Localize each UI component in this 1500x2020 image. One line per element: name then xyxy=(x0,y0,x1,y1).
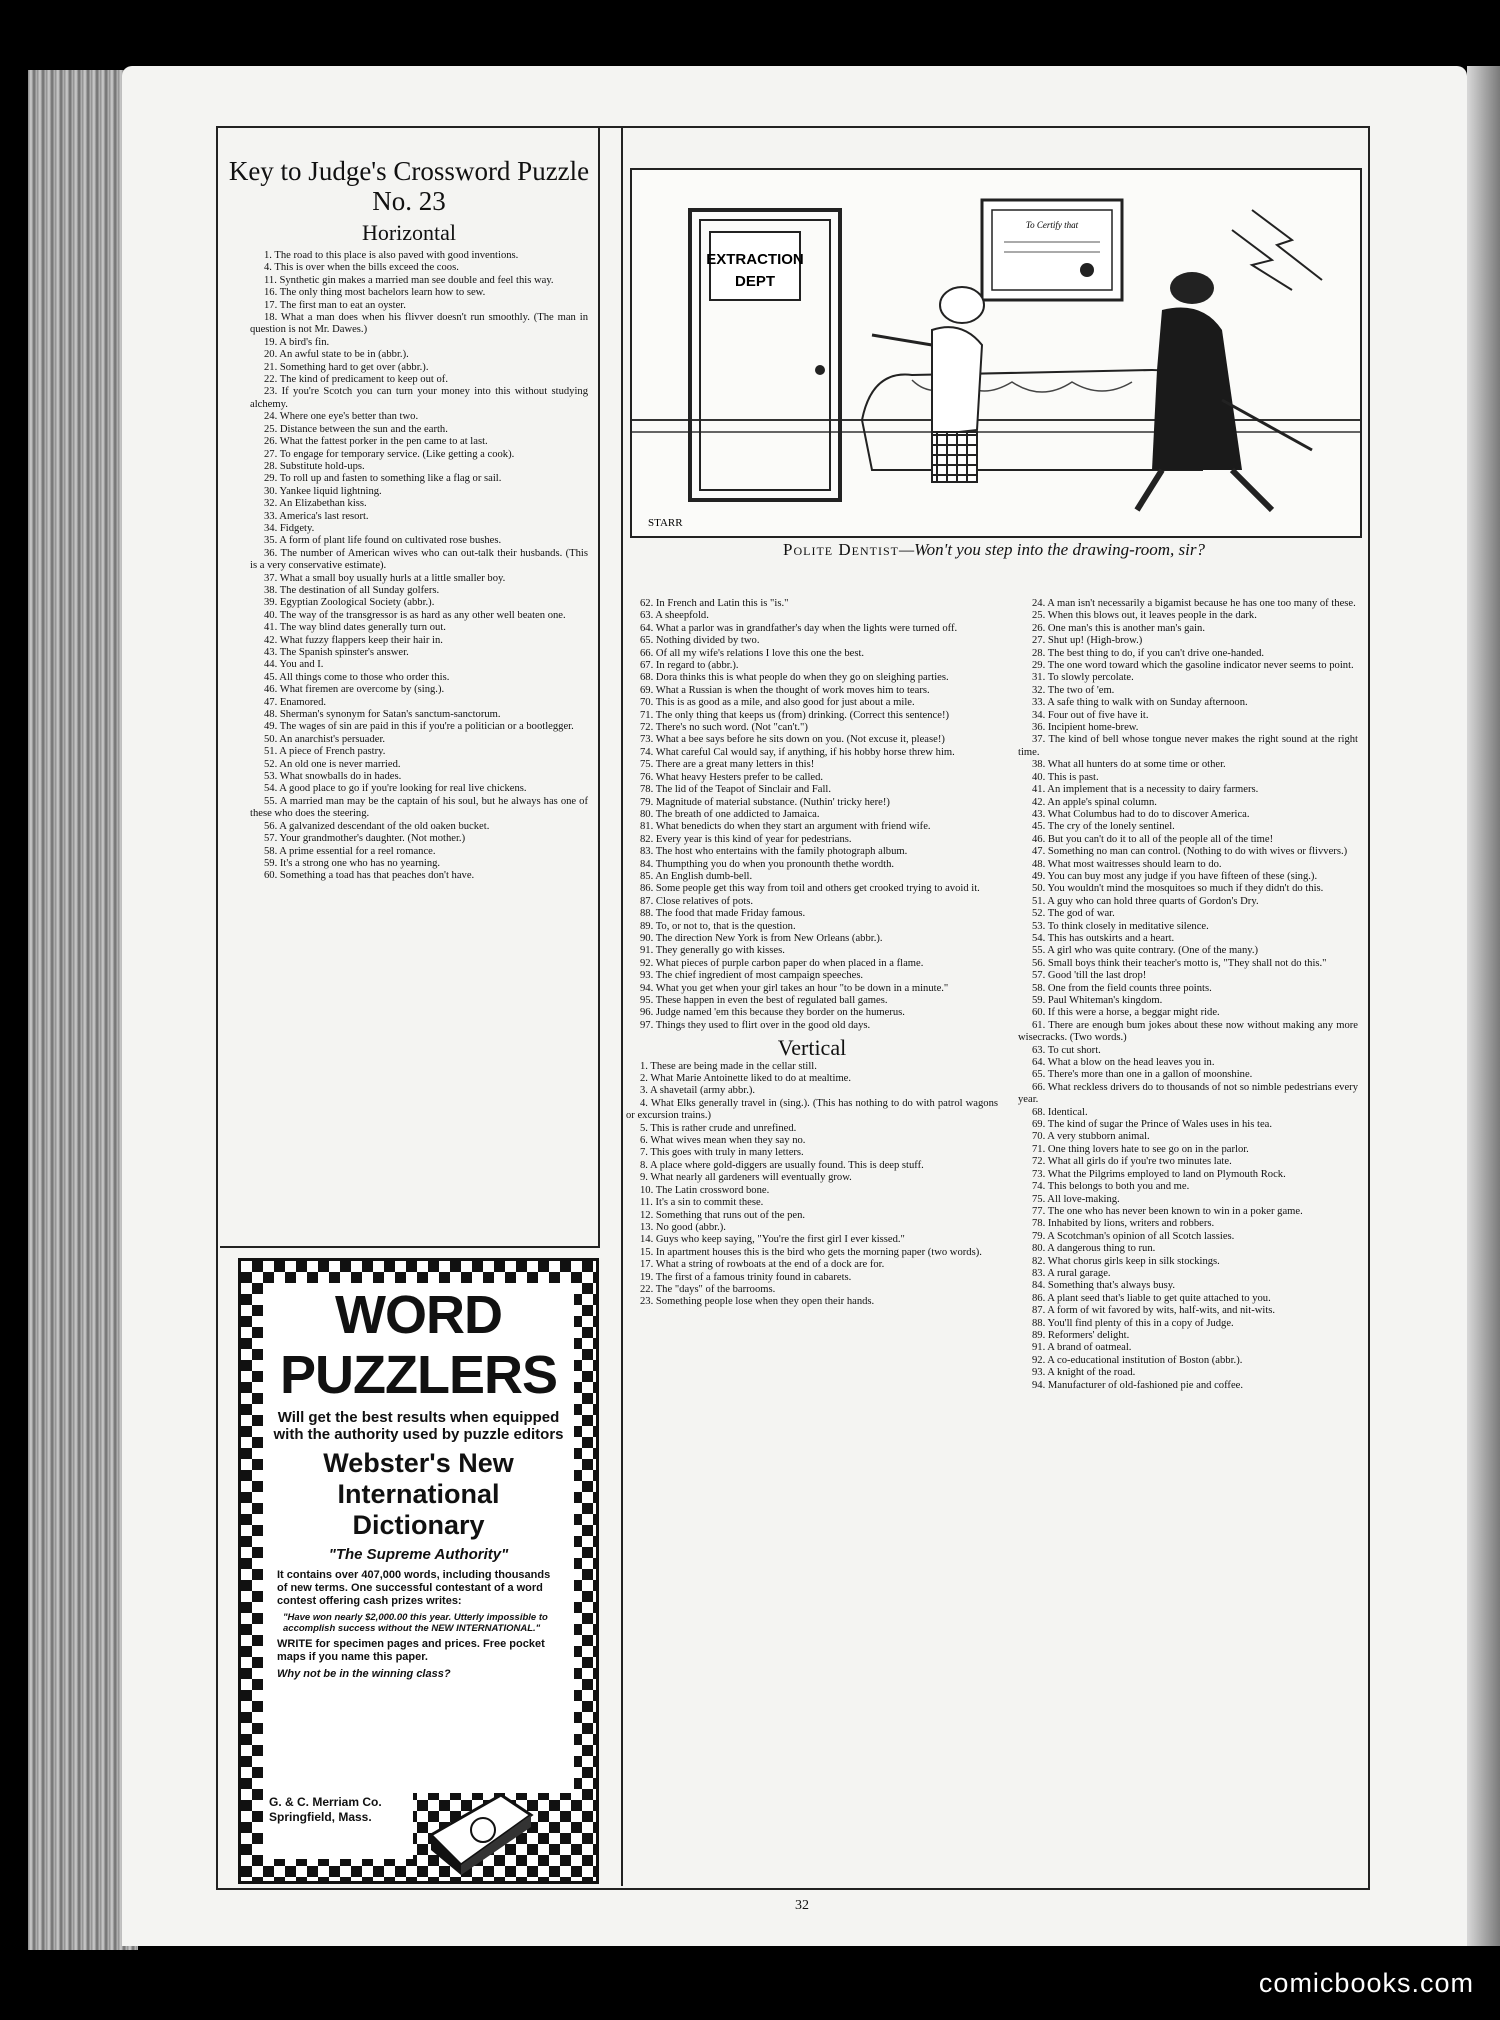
vertical-clue: 79. A Scotchman's opinion of all Scotch lassies. xyxy=(1032,1230,1235,1242)
vertical-clue: 78. Inhabited by lions, writers and robbers. xyxy=(1032,1218,1215,1230)
horizontal-clue: 60. Something a toad has that peaches don't have. xyxy=(264,870,475,882)
ad-company: G. & C. Merriam Co. xyxy=(269,1795,382,1809)
horizontal-clue: 76. What heavy Hesters prefer to be called. xyxy=(640,771,824,783)
artist-signature: STARR xyxy=(648,517,683,529)
vertical-clue: 38. What all hunters do at some time or other. xyxy=(1032,759,1226,771)
door-sign-line2: DEPT xyxy=(734,273,776,290)
vertical-clue: 82. What chorus girls keep in silk stockings. xyxy=(1032,1255,1220,1267)
horizontal-clue: 86. Some people get this way from toil and others get crooked trying to avoid it. xyxy=(640,883,980,895)
ad-city: Springfield, Mass. xyxy=(269,1810,372,1824)
vertical-clue: 64. What a blow on the head leaves you in. xyxy=(1032,1057,1215,1069)
ad-tagline: "The Supreme Authority" xyxy=(328,1546,509,1563)
horizontal-clue: 84. Thumpthing you do when you pronounth thethe wordth. xyxy=(640,858,895,870)
vertical-clue: 54. This has outskirts and a heart. xyxy=(1032,932,1175,944)
vertical-clue: 2. What Marie Antoinette liked to do at mealtime. xyxy=(640,1073,852,1085)
vertical-clue: 50. You wouldn't mind the mosquitoes so much if they didn't do this. xyxy=(1032,883,1324,895)
dictionary-book-icon xyxy=(421,1775,541,1875)
horizontal-clue: 73. What a bee says before he sits down on you. (Not excuse it, please!) xyxy=(640,734,945,746)
vertical-clue: 23. Something people lose when they open their hands. xyxy=(640,1296,875,1308)
horizontal-clue: 44. You and I. xyxy=(264,659,324,671)
horizontal-clue: 47. Enamored. xyxy=(264,696,327,708)
vertical-clue: 93. A knight of the road. xyxy=(1032,1367,1136,1379)
horizontal-clue: 80. The breath of one addicted to Jamaica. xyxy=(640,808,820,820)
horizontal-clue: 79. Magnitude of material substance. (Nuthin' tricky here!) xyxy=(640,796,890,808)
caption-text: —Won't you step into the drawing-room, sir? xyxy=(898,540,1205,559)
vertical-clue: 40. This is past. xyxy=(1032,771,1099,783)
ad-headline-1: WORD xyxy=(335,1285,502,1345)
horizontal-clue: 74. What careful Cal would say, if anything, if his hobby horse threw him. xyxy=(640,746,955,758)
horizontal-clue: 81. What benedicts do when they start an argument with friend wife. xyxy=(640,821,931,833)
vertical-clue: 59. Paul Whiteman's kingdom. xyxy=(1032,995,1163,1006)
vertical-clue: 86. A plant seed that's liable to get quite attached to you. xyxy=(1032,1292,1271,1304)
horizontal-clue: 78. The lid of the Teapot of Sinclair and Fall. xyxy=(640,784,831,796)
vertical-clue: 91. A brand of oatmeal. xyxy=(1032,1342,1132,1354)
vertical-clue: 58. One from the field counts three points. xyxy=(1032,982,1212,994)
horizontal-clue: 56. A galvanized descendant of the old oaken bucket. xyxy=(264,820,490,832)
vertical-clue: 47. Something no man can control. (Nothing to do with wives or flivvers.) xyxy=(1032,846,1348,858)
vertical-clue: 77. The one who has never been known to win in a poker game. xyxy=(1032,1205,1303,1217)
horizontal-clue: 22. The kind of predicament to keep out of. xyxy=(264,374,448,386)
horizontal-clue: 19. A bird's fin. xyxy=(264,336,330,348)
horizontal-clue: 54. A good place to go if you're looking for real live chickens. xyxy=(264,783,527,795)
vertical-clue: 84. Something that's always busy. xyxy=(1032,1280,1176,1292)
ad-content xyxy=(263,1283,574,1793)
horizontal-clue: 90. The direction New York is from New Orleans (abbr.). xyxy=(640,932,883,944)
vertical-clue: 69. The kind of sugar the Prince of Wales uses in his tea. xyxy=(1032,1119,1273,1131)
horizontal-clue: 82. Every year is this kind of year for pedestrians. xyxy=(640,833,852,845)
vertical-clue: 51. A guy who can hold three quarts of Gordon's Dry. xyxy=(1032,895,1259,907)
vertical-clue: 88. You'll find plenty of this in a copy of Judge. xyxy=(1032,1317,1234,1329)
horizontal-clue: 52. An old one is never married. xyxy=(264,758,401,770)
horizontal-clue: 48. Sherman's synonym for Satan's sanctum-sanctorum. xyxy=(264,709,501,721)
vertical-clue: 24. A man isn't necessarily a bigamist because he has one too many of these. xyxy=(1032,598,1356,609)
vertical-clue: 29. The one word toward which the gasoline indicator never seems to point. xyxy=(1032,660,1354,672)
horizontal-clue: 87. Close relatives of pots. xyxy=(640,895,753,907)
vertical-clue: 87. A form of wit favored by wits, half-wits, and nit-wits. xyxy=(1032,1305,1276,1317)
horizontal-clue: 83. The host who entertains with the family photograph album. xyxy=(640,846,908,858)
horizontal-clue: 51. A piece of French pastry. xyxy=(264,746,386,758)
horizontal-clue: 89. To, or not to, that is the question. xyxy=(640,920,796,932)
vertical-clue: 48. What most waitresses should learn to do. xyxy=(1032,858,1222,870)
ad-publisher xyxy=(263,1791,413,1859)
horizontal-clue: 64. What a parlor was in grandfather's day when the lights were turned off. xyxy=(640,622,958,634)
patient-figure xyxy=(1137,272,1312,510)
vertical-clue: 72. What all girls do if you're two minutes late. xyxy=(1032,1156,1232,1168)
dentist-cartoon xyxy=(630,168,1362,538)
horizontal-clue: 67. In regard to (abbr.). xyxy=(640,660,739,672)
ad-product-1: Webster's New xyxy=(323,1448,514,1478)
caption-speaker: Polite Dentist xyxy=(783,540,899,559)
vertical-clue: 56. Small boys think their teacher's motto is, "They shall not do this." xyxy=(1032,957,1327,969)
vertical-clue: 28. The best thing to do, if you can't drive one-handed. xyxy=(1032,647,1265,659)
horizontal-clues-left xyxy=(220,250,598,883)
horizontal-clue: 57. Your grandmother's daughter. (Not mother.) xyxy=(264,833,466,845)
horizontal-clue: 20. An awful state to be in (abbr.). xyxy=(264,349,409,361)
horizontal-clue: 28. Substitute hold-ups. xyxy=(264,460,365,472)
horizontal-clue: 55. A married man may be the captain of his soul, but he always has one of these who does the steering. xyxy=(250,795,588,820)
vertical-clue: 52. The god of war. xyxy=(1032,908,1115,920)
horizontal-clue: 36. The number of American wives who can out-talk their husbands. (This is a very conservative estimate). xyxy=(250,547,588,572)
horizontal-clue: 85. An English dumb-bell. xyxy=(640,870,753,882)
horizontal-clue: 96. Judge named 'em this because they border on the humerus. xyxy=(640,1007,905,1019)
horizontal-clue: 25. Distance between the sun and the earth. xyxy=(264,423,448,435)
vertical-clue: 17. What a string of rowboats at the end of a dock are for. xyxy=(640,1259,885,1271)
horizontal-clue: 39. Egyptian Zoological Society (abbr.). xyxy=(264,597,435,609)
vertical-clue: 53. To think closely in meditative silence. xyxy=(1032,920,1209,932)
certificate-text: To Certify that xyxy=(1025,220,1079,230)
horizontal-clue: 24. Where one eye's better than two. xyxy=(264,411,419,423)
vertical-clues-mid xyxy=(626,1061,998,1309)
page-number: 32 xyxy=(795,1898,809,1913)
cartoon-caption xyxy=(630,540,1358,560)
horizontal-clue: 94. What you get when your girl takes an hour "to be down in a minute." xyxy=(640,982,949,994)
vertical-clue: 57. Good 'till the last drop! xyxy=(1032,970,1147,982)
ad-cta: WRITE for specimen pages and prices. Free pocket maps if you name this paper. xyxy=(277,1638,545,1663)
horizontal-clue: 72. There's no such word. (Not "can't.") xyxy=(640,722,808,734)
vertical-clue: 19. The first of a famous trinity found in cabarets. xyxy=(640,1271,852,1283)
vertical-clue: 68. Identical. xyxy=(1032,1106,1088,1118)
horizontal-clue: 68. Dora thinks this is what people do when they go on sleighing parties. xyxy=(640,672,949,684)
horizontal-clue: 21. Something hard to get over (abbr.). xyxy=(264,361,429,373)
ad-closing: Why not be in the winning class? xyxy=(277,1668,451,1680)
horizontal-clue: 17. The first man to eat an oyster. xyxy=(264,299,406,311)
horizontal-clue: 97. Things they used to flirt over in the good old days. xyxy=(640,1019,871,1031)
horizontal-clue: 26. What the fattest porker in the pen came to at last. xyxy=(264,436,488,448)
horizontal-clue: 59. It's a strong one who has no yearning. xyxy=(264,857,441,869)
vertical-clue: 5. This is rather crude and unrefined. xyxy=(640,1122,797,1134)
vertical-clue: 63. To cut short. xyxy=(1032,1044,1101,1056)
horizontal-clue: 65. Nothing divided by two. xyxy=(640,635,760,647)
vertical-clue: 42. An apple's spinal column. xyxy=(1032,796,1157,808)
vertical-clue: 89. Reformers' delight. xyxy=(1032,1329,1130,1341)
middle-column xyxy=(626,598,998,1883)
horizontal-clue: 41. The way blind dates generally turn out. xyxy=(264,622,446,634)
horizontal-clue: 88. The food that made Friday famous. xyxy=(640,908,806,920)
horizontal-clue: 93. The chief ingredient of most campaign speeches. xyxy=(640,970,864,982)
vertical-clue: 22. The "days" of the barrooms. xyxy=(640,1283,776,1295)
ad-headline-2: PUZZLERS xyxy=(279,1345,557,1405)
horizontal-clue: 92. What pieces of purple carbon paper do when placed in a flame. xyxy=(640,957,924,969)
cartoon-illustration xyxy=(632,170,1360,536)
horizontal-clue: 75. There are a great many letters in this! xyxy=(640,759,815,771)
vertical-clue: 61. There are enough bum jokes about these now without making any more wisecracks. (Two words.) xyxy=(1018,1019,1358,1044)
vertical-clue: 71. One thing lovers hate to see go on in the parlor. xyxy=(1032,1143,1249,1155)
horizontal-clue: 35. A form of plant life found on cultivated rose bushes. xyxy=(264,535,502,547)
column-divider xyxy=(621,126,623,1886)
vertical-clue: 75. All love-making. xyxy=(1032,1193,1120,1205)
vertical-clue: 45. The cry of the lonely sentinel. xyxy=(1032,821,1175,833)
vertical-clue: 6. What wives mean when they say no. xyxy=(640,1135,806,1147)
horizontal-clue: 33. America's last resort. xyxy=(264,510,369,522)
vertical-clue: 11. It's a sin to commit these. xyxy=(640,1197,764,1209)
horizontal-clue: 63. A sheepfold. xyxy=(640,610,709,622)
page-title: Key to Judge's Crossword Puzzle No. 23 xyxy=(228,156,590,216)
horizontal-clue: 23. If you're Scotch you can turn your money into this without studying alchemy. xyxy=(250,386,588,410)
vertical-clue: 31. To slowly percolate. xyxy=(1032,672,1134,684)
vertical-clue: 25. When this blows out, it leaves people in the dark. xyxy=(1032,610,1257,622)
horizontal-clue: 30. Yankee liquid lightning. xyxy=(264,485,382,497)
horizontal-clue: 29. To roll up and fasten to something like a flag or sail. xyxy=(264,473,502,485)
vertical-clue: 13. No good (abbr.). xyxy=(640,1221,726,1233)
vertical-clue: 36. Incipient home-brew. xyxy=(1032,722,1139,734)
horizontal-clue: 71. The only thing that keeps us (from) drinking. (Correct this sentence!) xyxy=(640,709,950,721)
right-column xyxy=(1018,598,1358,1883)
horizontal-clue: 1. The road to this place is also paved with good inventions. xyxy=(264,250,519,261)
horizontal-clue: 70. This is as good as a mile, and also good for just about a mile. xyxy=(640,697,915,709)
vertical-clue: 55. A girl who was quite contrary. (One of the many.) xyxy=(1032,945,1259,957)
horizontal-clue: 16. The only thing most bachelors learn how to sew. xyxy=(264,287,486,299)
horizontal-clues-mid xyxy=(626,598,998,1032)
horizontal-clue: 4. This is over when the bills exceed the coos. xyxy=(264,262,459,274)
vertical-clue: 10. The Latin crossword bone. xyxy=(640,1184,770,1196)
vertical-clue: 34. Four out of five have it. xyxy=(1032,709,1149,721)
page-edge xyxy=(1467,66,1500,1946)
vertical-clue: 7. This goes with truly in many letters. xyxy=(640,1147,804,1159)
vertical-clue: 65. There's more than one in a gallon of moonshine. xyxy=(1032,1069,1253,1081)
horizontal-clue: 18. What a man does when his flivver doesn't run smoothly. (The man in question is not Mr. Dawes.) xyxy=(250,312,588,336)
horizontal-clue: 46. What firemen are overcome by (sing.). xyxy=(264,684,445,696)
vertical-clue: 66. What reckless drivers do to thousands of not so nimble pedestrians every year. xyxy=(1018,1081,1358,1106)
horizontal-clue: 40. The way of the transgressor is as hard as any other well beaten one. xyxy=(264,609,566,621)
horizontal-clue: 32. An Elizabethan kiss. xyxy=(264,498,367,510)
vertical-clue: 26. One man's this is another man's gain. xyxy=(1032,622,1205,634)
vertical-clue: 41. An implement that is a necessity to dairy farmers. xyxy=(1032,784,1259,796)
horizontal-clue: 45. All things come to those who order this. xyxy=(264,671,450,683)
vertical-clue: 27. Shut up! (High-brow.) xyxy=(1032,635,1143,647)
vertical-clue: 8. A place where gold-diggers are usually found. This is deep stuff. xyxy=(640,1159,924,1171)
horizontal-clue: 37. What a small boy usually hurls at a little smaller boy. xyxy=(264,572,506,584)
horizontal-clue: 58. A prime essential for a reel romance. xyxy=(264,845,436,857)
vertical-clue: 15. In apartment houses this is the bird who gets the morning paper (two words). xyxy=(640,1246,982,1258)
vertical-clue: 49. You can buy most any judge if you have fifteen of these (sing.). xyxy=(1032,870,1318,882)
vertical-clue: 12. Something that runs out of the pen. xyxy=(640,1209,806,1221)
vertical-clue: 4. What Elks generally travel in (sing.). (This has nothing to do with patrol wagons or excursion trains.) xyxy=(626,1097,998,1122)
vertical-clue: 3. A shavetail (army abbr.). xyxy=(640,1085,756,1097)
horizontal-clue: 49. The wages of sin are paid in this if you're a politician or a bootlegger. xyxy=(264,721,574,733)
horizontal-clue: 53. What snowballs do in hades. xyxy=(264,771,402,783)
left-column xyxy=(220,126,600,1248)
ad-product-2: International xyxy=(337,1479,500,1509)
ad-product-3: Dictionary xyxy=(352,1510,485,1540)
vertical-clue: 33. A safe thing to walk with on Sunday afternoon. xyxy=(1032,697,1248,709)
door-sign-line1: EXTRACTION xyxy=(706,251,804,268)
vertical-clue: 46. But you can't do it to all of the people all of the time! xyxy=(1032,833,1274,845)
dentist-figure xyxy=(872,287,984,482)
horizontal-clue: 11. Synthetic gin makes a married man see double and feel this way. xyxy=(264,274,554,286)
vertical-clue: 83. A rural garage. xyxy=(1032,1267,1111,1279)
ad-body: It contains over 407,000 words, including thousands of new terms. One successful contestant of a word contest offering cash prizes writes: xyxy=(277,1569,551,1607)
horizontal-clue: 69. What a Russian is when the thought of work moves him to tears. xyxy=(640,684,930,696)
vertical-clue: 74. This belongs to both you and me. xyxy=(1032,1181,1190,1193)
horizontal-clue: 50. An anarchist's persuader. xyxy=(264,733,386,745)
vertical-clue: 9. What nearly all gardeners will eventually grow. xyxy=(640,1172,852,1184)
vertical-clue: 70. A very stubborn animal. xyxy=(1032,1131,1150,1143)
horizontal-heading: Horizontal xyxy=(361,220,457,245)
watermark: comicbooks.com xyxy=(1258,1968,1474,1998)
horizontal-clue: 91. They generally go with kisses. xyxy=(640,945,785,957)
vertical-clue: 37. The kind of bell whose tongue never makes the right sound at the right time. xyxy=(1018,734,1358,758)
vertical-clue: 32. The two of 'em. xyxy=(1032,684,1115,696)
vertical-clue: 60. If this were a horse, a beggar might ride. xyxy=(1032,1007,1220,1019)
horizontal-clue: 34. Fidgety. xyxy=(264,522,315,534)
vertical-clue: 80. A dangerous thing to run. xyxy=(1032,1243,1156,1255)
horizontal-clue: 95. These happen in even the best of regulated ball games. xyxy=(640,995,888,1006)
horizontal-clue: 43. The Spanish spinster's answer. xyxy=(264,647,409,658)
horizontal-clue: 27. To engage for temporary service. (Like getting a cook). xyxy=(264,448,515,460)
ad-intro: Will get the best results when equipped with the authority used by puzzle editors xyxy=(273,1409,564,1443)
vertical-clue: 73. What the Pilgrims employed to land on Plymouth Rock. xyxy=(1032,1168,1286,1180)
horizontal-clue: 38. The destination of all Sunday golfers. xyxy=(264,584,440,596)
vertical-clue: 94. Manufacturer of old-fashioned pie and coffee. xyxy=(1032,1379,1244,1391)
vertical-clue: 1. These are being made in the cellar still. xyxy=(640,1060,817,1072)
horizontal-clue: 66. Of all my wife's relations I love this one the best. xyxy=(640,647,865,659)
vertical-heading: Vertical xyxy=(777,1035,847,1061)
horizontal-clue: 62. In French and Latin this is "is." xyxy=(640,598,789,609)
vertical-clue: 92. A co-educational institution of Boston (abbr.). xyxy=(1032,1354,1243,1366)
vertical-clues-right xyxy=(1018,598,1358,1392)
ad-quote: "Have won nearly $2,000.00 this year. Utterly impossible to accomplish success without the NEW INTERNATIONAL." xyxy=(283,1612,548,1634)
dictionary-ad xyxy=(238,1258,599,1884)
vertical-clue: 43. What Columbus had to do to discover America. xyxy=(1032,808,1250,820)
vertical-clue: 14. Guys who keep saying, "You're the first girl I ever kissed." xyxy=(640,1234,905,1246)
horizontal-clue: 42. What fuzzy flappers keep their hair in. xyxy=(264,634,443,646)
